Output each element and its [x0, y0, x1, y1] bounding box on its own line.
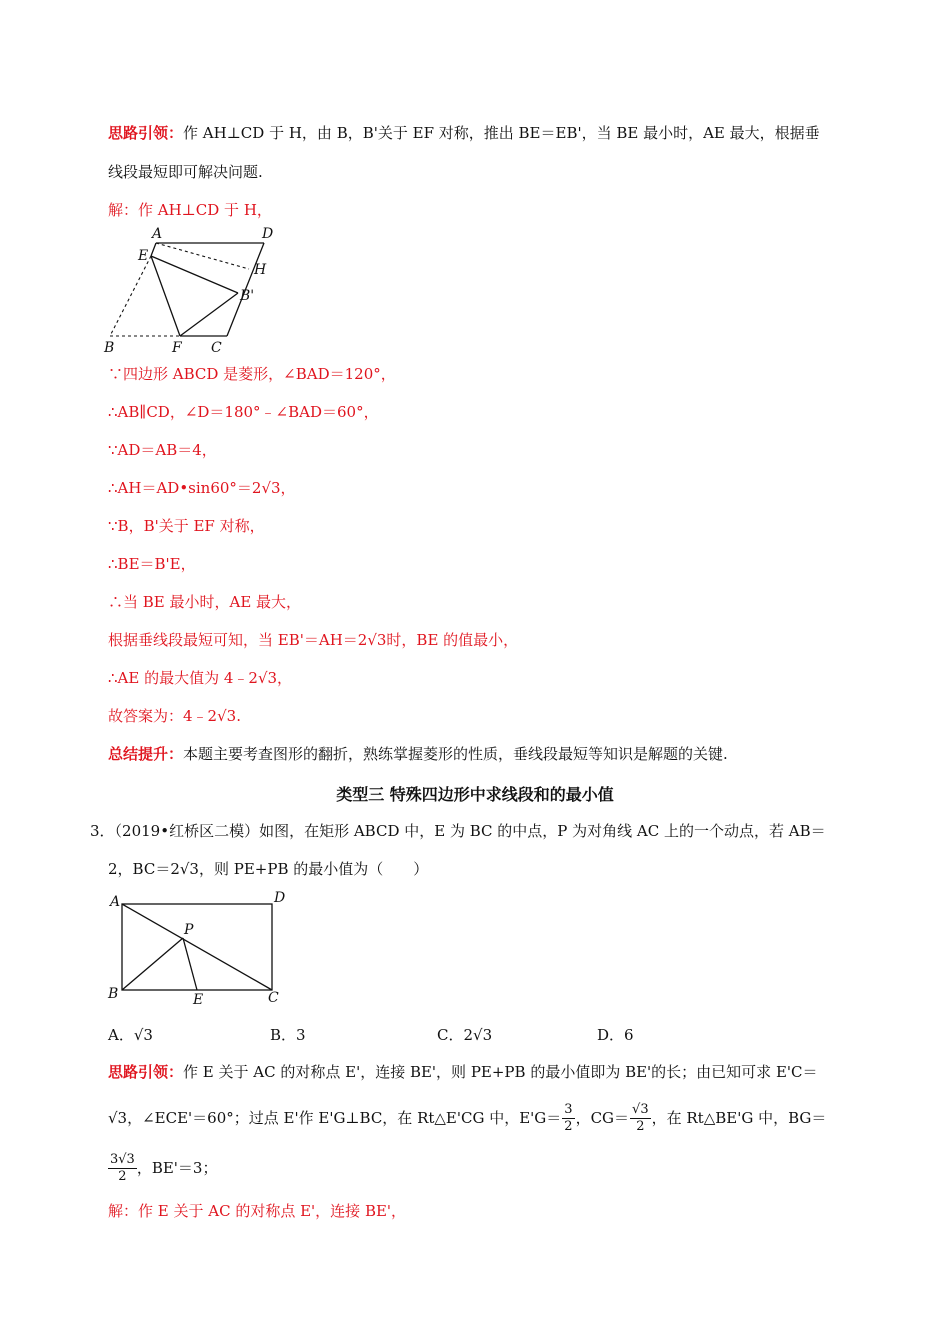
hint-paragraph	[108, 122, 820, 144]
q3-hint-paragraph	[108, 1061, 818, 1083]
segment-ae	[151, 243, 156, 256]
fraction-cg	[630, 1102, 651, 1135]
step-8: 根据垂线段最短可知，当 EB'＝AH＝2√3时，BE 的值最小，	[108, 631, 519, 649]
fraction-eg-num: 3	[564, 1101, 573, 1117]
step-4: ∴AH＝AD•sin60°＝2√3，	[108, 479, 296, 497]
step-7: ∴当 BE 最小时，AE 最大，	[108, 593, 302, 611]
label-c: C	[211, 340, 222, 356]
step-10: 故答案为：4﹣2√3.	[108, 707, 241, 725]
label-f: F	[172, 340, 182, 356]
step-9: ∴AE 的最大值为 4﹣2√3，	[108, 669, 293, 687]
step-2: ∴AB∥CD，∠D＝180°﹣∠BAD＝60°，	[108, 403, 379, 421]
segment-eb1	[151, 256, 238, 293]
label-h: H	[254, 262, 267, 278]
label-e: E	[138, 248, 149, 264]
question-stem-cont: 2，BC＝2√3，则 PE+PB 的最小值为（ ）	[108, 860, 429, 878]
q3-hint-text-2b: ，CG＝	[575, 1109, 630, 1127]
fraction-eg	[562, 1102, 574, 1135]
segment-ef	[151, 256, 180, 336]
rhombus-figure	[100, 222, 290, 357]
q3-hint-text: 作 E 关于 AC 的对称点 E'，连接 BE'，则 PE+PB 的最小值即为 BE'的长；由已知可求 E'C＝	[183, 1063, 818, 1081]
summary-label: 总结提升：	[108, 745, 184, 763]
rectangle-figure	[100, 886, 300, 1011]
step-3: ∵AD＝AB＝4，	[108, 441, 217, 459]
q3-solution-start: 解：作 E 关于 AC 的对称点 E'，连接 BE'，	[108, 1202, 407, 1220]
option-c[interactable]: C．2√3	[437, 1026, 493, 1044]
label-p: P	[184, 922, 194, 938]
q3-hint-label: 思路引领：	[108, 1063, 184, 1081]
step-1: ∵四边形 ABCD 是菱形，∠BAD＝120°，	[108, 365, 396, 383]
diagonal-ac	[122, 904, 272, 990]
step-5: ∵B，B'关于 EF 对称，	[108, 517, 265, 535]
hint-label: 思路引领：	[108, 124, 184, 142]
label-b-prime: B'	[240, 288, 255, 304]
hint-text-cont: 线段最短即可解决问题.	[108, 163, 263, 181]
label-d: D	[262, 226, 274, 242]
q3-hint-line-3	[108, 1148, 217, 1188]
summary-text: 本题主要考查图形的翻折，熟练掌握菱形的性质，垂线段最短等知识是解题的关键.	[183, 745, 728, 763]
label-a: A	[152, 226, 163, 242]
fraction-cg-den: 2	[636, 1118, 645, 1134]
label-b: B	[108, 986, 119, 1002]
option-a[interactable]: A．√3	[108, 1026, 153, 1044]
label-b: B	[104, 340, 115, 356]
label-a: A	[110, 894, 121, 910]
fraction-cg-num: √3	[632, 1101, 649, 1117]
segment-pb	[122, 938, 183, 990]
fraction-eg-den: 2	[564, 1118, 573, 1134]
q3-hint-text-2a: √3，∠ECE'＝60°；过点 E'作 E'G⊥BC，在 Rt△E'CG 中，E'G＝	[108, 1109, 562, 1127]
segment-ah	[156, 243, 249, 269]
question-stem: 3．（2019•红桥区二模）如图，在矩形 ABCD 中，E 为 BC 的中点，P 为对角线 AC 上的一个动点，若 AB＝	[90, 822, 826, 840]
q3-hint-text-3: ，BE'＝3；	[136, 1159, 218, 1177]
q3-hint-line-2	[108, 1098, 826, 1138]
fraction-bg-num: 3√3	[110, 1151, 135, 1167]
label-e: E	[193, 992, 204, 1008]
hint-text: 作 AH⊥CD 于 H，由 B，B'关于 EF 对称，推出 BE＝EB'，当 BE 最小时，AE 最大，根据垂	[183, 124, 820, 142]
segment-eb	[110, 256, 151, 336]
hint-paragraph-cont	[108, 161, 263, 183]
q3-hint-text-2c: ，在 Rt△BE'G 中，BG＝	[651, 1109, 827, 1127]
label-c: C	[268, 990, 279, 1006]
fraction-bg-den: 2	[118, 1168, 127, 1184]
summary-paragraph	[108, 743, 728, 765]
solution-start: 解：作 AH⊥CD 于 H，	[108, 201, 272, 219]
section-title: 类型三 特殊四边形中求线段和的最小值	[336, 785, 614, 804]
step-6: ∴BE＝B'E，	[108, 555, 196, 573]
option-b[interactable]: B．3	[270, 1026, 306, 1044]
option-d[interactable]: D．6	[597, 1026, 634, 1044]
label-d: D	[274, 890, 286, 906]
fraction-bg	[108, 1152, 137, 1185]
